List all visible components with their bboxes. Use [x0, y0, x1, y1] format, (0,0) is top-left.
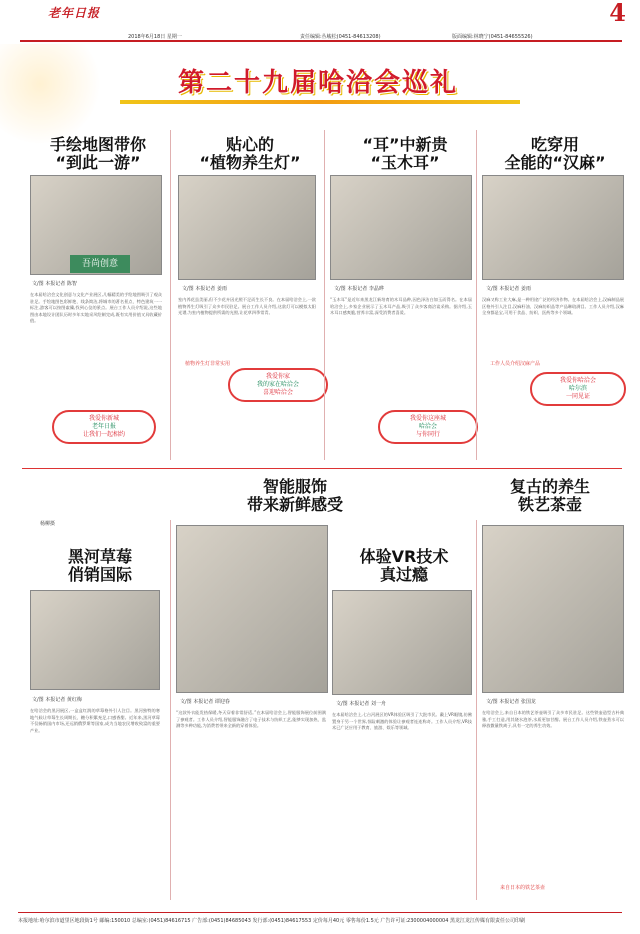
story-6-photo	[30, 590, 160, 690]
footer-info: 本报地址:哈尔滨市道里区地段街1号 邮编:150010 总编室:(0451)84616715 广告部:(0451)84685043 发行部:(0451)84617553 定价每月40元 零售每份1.5元 广告许可证:2300004000004 黑龙江龙江传媒有限责任公司印刷	[18, 912, 622, 924]
story-8-title: 复古的养生 铁艺茶壶	[509, 477, 590, 515]
header-editor: 责任编辑:丛峻松(0451-84613208)	[300, 34, 381, 40]
story-5-photo	[176, 525, 328, 693]
story-5-byline: 文/图 本报记者 谭迎春	[180, 699, 230, 705]
story-4-body: 汉麻又称工业大麻,是一种用途广泛的经济作物。在本届哈洽会上,汉麻制品展区格外引人注目,汉麻籽油、汉麻纺织品等产品琳琅满目。工作人员介绍,汉麻全身都是宝,可用于食品、纺织、医药等多个领域。	[482, 297, 624, 316]
banner-ribbon	[120, 100, 520, 104]
ad-bubble-4: 我爱你哈洽会 哈尔滨 一同见证	[530, 372, 626, 406]
story-2-title: 贴心的 “植物养生灯”	[199, 135, 301, 173]
story-3-body: “玉木耳”是近年来黑龙江新培育的木耳品种,因色泽洁白如玉而得名。在本届哈洽会上,多家企业展示了玉木耳产品,吸引了众多客商洽谈采购。据介绍,玉木耳口感爽脆,营养丰富,深受消费者喜爱。	[330, 297, 472, 316]
story-7-photo	[332, 590, 472, 695]
column-rule-3	[476, 130, 477, 460]
story-6-photo-credit: 杨柳摄	[40, 521, 56, 527]
column-rule-1	[170, 130, 171, 460]
page-banner: 第二十九届哈洽会巡礼	[177, 68, 458, 98]
ad-bubble-1: 我爱你家 我的家在哈洽会 喜迎哈洽会	[228, 368, 328, 402]
story-2-photo	[178, 175, 316, 280]
story-4-byline: 文/图 本报记者 姜雨	[486, 286, 531, 292]
header-page-editor: 版面编辑:林晓宁(0451-84655526)	[452, 34, 533, 40]
story-7-byline: 文/图 本报记者 刘一舟	[336, 701, 386, 707]
story-2-body: 室内养花虽美丽,但不少花卉因光照不足而生长不良。在本届哈洽会上,一款植物养生灯吸引了众多市民驻足。展台工作人员介绍,这款灯可以模拟太阳光谱,为室内植物提供所需的光照,让花草四季常青。	[178, 297, 316, 316]
story-3-photo	[330, 175, 472, 280]
story-6-byline: 文/图 本报记者 黄红梅	[32, 697, 82, 703]
story-1-byline: 文/图 本报记者 陈智	[32, 281, 77, 287]
story-5-title: 智能服饰 带来新鲜感受	[246, 477, 343, 515]
story-6-title: 黑河草莓 俏销国际	[67, 547, 132, 585]
story-1-poster: 吾尚创意	[70, 255, 130, 273]
story-3-byline: 文/图 本报记者 李晶晔	[334, 286, 384, 292]
ad-bubble-2: 我爱你新城 老年日报 让我们一起相约	[52, 410, 156, 444]
story-2-byline: 文/图 本报记者 姜雨	[182, 286, 227, 292]
row-divider	[22, 468, 622, 469]
header-rule	[20, 40, 622, 42]
column-rule-5	[476, 520, 477, 900]
story-8-caption: 来自日本的铁艺茶壶	[500, 885, 546, 891]
story-6-body: 在哈洽会的黑河展区,一盒盒红润的草莓格外引人注目。黑河独特的寒地气候让草莓生长周期长、糖分积累充足,口感香甜。近年来,黑河草莓不仅畅销国内市场,还远销俄罗斯等国家,成为当地农民增收致富的重要产业。	[30, 708, 160, 733]
page-number: 4	[609, 0, 626, 27]
story-8-byline: 文/图 本报记者 张国龙	[486, 699, 536, 705]
ad-bubble-3: 我爱你这座城 哈洽会 与你同行	[378, 410, 478, 444]
story-3-title: “耳”中新贵 “玉木耳”	[362, 135, 448, 173]
story-1-title: 手绘地图带你 “到此一游”	[49, 135, 146, 173]
story-1-body: 在本届哈洽会文化创意与文化产业展区,几幅精美的手绘地图吸引了观众驻足。手绘地图色彩鲜艳、线条简洁,将城市的著名景点、特色建筑一一标注,游客可以按图索骥,找到心仪的景点。展台工作人员介绍说,这些地图由本地设计团队历时多年实地采风绘制完成,既有实用价值又具收藏价值。	[30, 292, 162, 324]
story-5-body: “这款外衣能发热保暖,冬天穿着非常舒适。”在本届哈洽会上,智能服饰展位前围满了参观者。工作人员介绍,智能服饰融合了电子技术与纺织工艺,能够实现加热、监测等多种功能,为消费者带来全新的穿着体验。	[176, 710, 326, 729]
story-8-body: 在哈洽会上,来自日本的铁艺茶壶吸引了众多市民驻足。这些铁壶造型古朴典雅,手工打造,用其烧水泡茶,水质更加甘醇。展台工作人员介绍,铁壶煮水可以释放微量铁离子,具有一定的养生功效。	[482, 710, 624, 729]
story-7-body: 在本届哈洽会上,七台河展区的VR体验区吸引了大批市民。戴上VR眼镜,仿佛置身于另一个世界,惊险刺激的体验让参观者连连称奇。工作人员介绍,VR技术已广泛应用于教育、旅游、娱乐等领域。	[332, 712, 472, 731]
header-date: 2018年6月18日 星期一	[128, 34, 182, 40]
masthead-logo: 老年日报	[48, 6, 101, 20]
story-4-title: 吃穿用 全能的“汉麻”	[504, 135, 606, 173]
column-rule-4	[170, 520, 171, 900]
story-4-caption: 工作人员介绍汉麻产品	[490, 361, 541, 367]
column-rule-2	[324, 130, 325, 460]
story-7-title: 体验VR技术 真过瘾	[359, 547, 449, 585]
story-4-photo	[482, 175, 624, 280]
story-8-photo	[482, 525, 624, 693]
story-2-caption: 植物养生灯非常实用	[185, 361, 231, 367]
